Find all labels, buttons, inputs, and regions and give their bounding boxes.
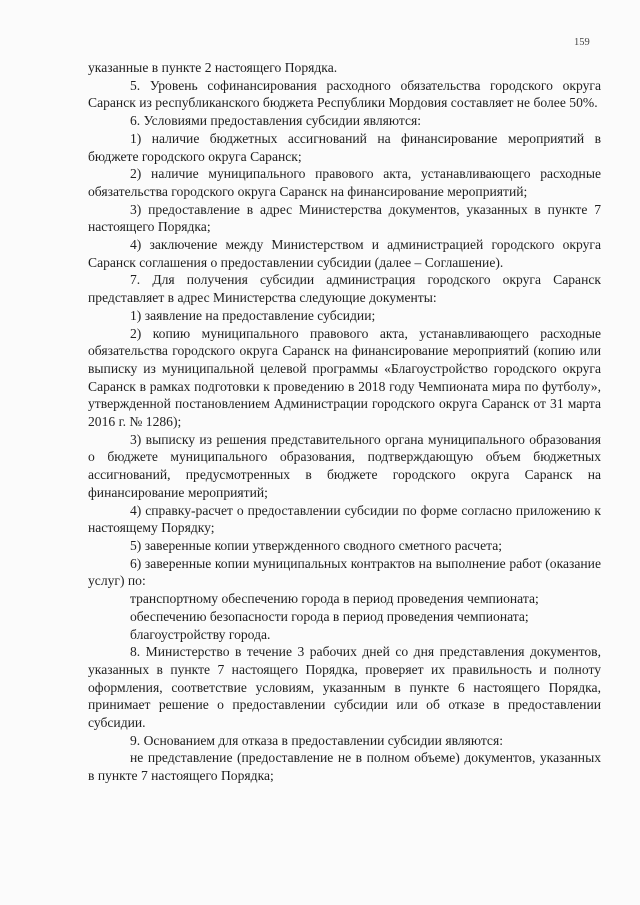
paragraph: 7. Для получения субсидии администрация городского округа Саранск представляет в адрес Министерства следующие документы: bbox=[88, 272, 601, 306]
paragraph: 1) наличие бюджетных ассигнований на финансирование мероприятий в бюджете городского округа Саранск; bbox=[88, 130, 601, 164]
paragraph: благоустройству города. bbox=[130, 626, 271, 642]
paragraph: 4) заключение между Министерством и администрацией городского округа Саранск соглашения о предоставлении субсидии (далее – Соглашение). bbox=[88, 237, 601, 270]
paragraph: 6) заверенные копии муниципальных контрактов на выполнение работ (оказание услуг) по: bbox=[88, 555, 601, 589]
paragraph: 5) заверенные копии утвержденного сводного сметного расчета; bbox=[130, 537, 503, 553]
paragraph: транспортному обеспечению города в период проведения чемпионата; bbox=[130, 591, 539, 607]
paragraph: 8. Министерство в течение 3 рабочих дней со дня представления документов, указанных в пункте 7 настоящего Порядка, проверяет их правильность и полноту оформления, соответствие условиям, указанным в пункте 6 настоящего Порядка, принимает решение о предоставлении субсидии или об отказе в предоставлении субсидии. bbox=[88, 644, 601, 731]
paragraph: 6. Условиями предоставления субсидии являются: bbox=[130, 113, 422, 129]
paragraph: 2) копию муниципального правового акта, устанавливающего расходные обязательства городского округа Саранск на финансирование мероприятий (копию или выписку из муниципальной целевой программы «Благоустройство городского округа Саранск в рамках подготовки к проведению в 2018 году Чемпионата мира по футболу», утвержденной постановлением Администрации городского округа Саранск от 31 марта 2016 г. № 1286); bbox=[88, 325, 601, 430]
paragraph: 5. Уровень софинансирования расходного обязательства городского округа Саранск из республиканского бюджета Республики Мордовия составляет не более 50%. bbox=[88, 77, 601, 111]
paragraph: указанные в пункте 2 настоящего Порядка. bbox=[88, 60, 338, 75]
document-body bbox=[88, 59, 601, 785]
paragraph: 4) справку-расчет о предоставлении субсидии по форме согласно приложению к настоящему Порядку; bbox=[88, 502, 601, 536]
page-number: 159 bbox=[574, 37, 590, 48]
paragraph: 3) предоставление в адрес Министерства документов, указанных в пункте 7 настоящего Порядка; bbox=[88, 201, 601, 235]
paragraph: 2) наличие муниципального правового акта, устанавливающего расходные обязательства городского округа Саранск на финансирование мероприятий; bbox=[88, 166, 601, 199]
paragraph: обеспечению безопасности города в период проведения чемпионата; bbox=[130, 608, 529, 624]
paragraph: 3) выписку из решения представительного органа муниципального образования о бюджете муниципального образования, подтверждающую объем бюджетных ассигнований, предусмотренных в бюджете городского округа Саранск на финансирование мероприятий; bbox=[88, 431, 601, 500]
paragraph: 1) заявление на предоставление субсидии; bbox=[130, 307, 376, 323]
paragraph: не представление (предоставление не в полном объеме) документов, указанных в пункте 7 настоящего Порядка; bbox=[88, 750, 601, 784]
paragraph: 9. Основанием для отказа в предоставлении субсидии являются: bbox=[130, 732, 503, 748]
